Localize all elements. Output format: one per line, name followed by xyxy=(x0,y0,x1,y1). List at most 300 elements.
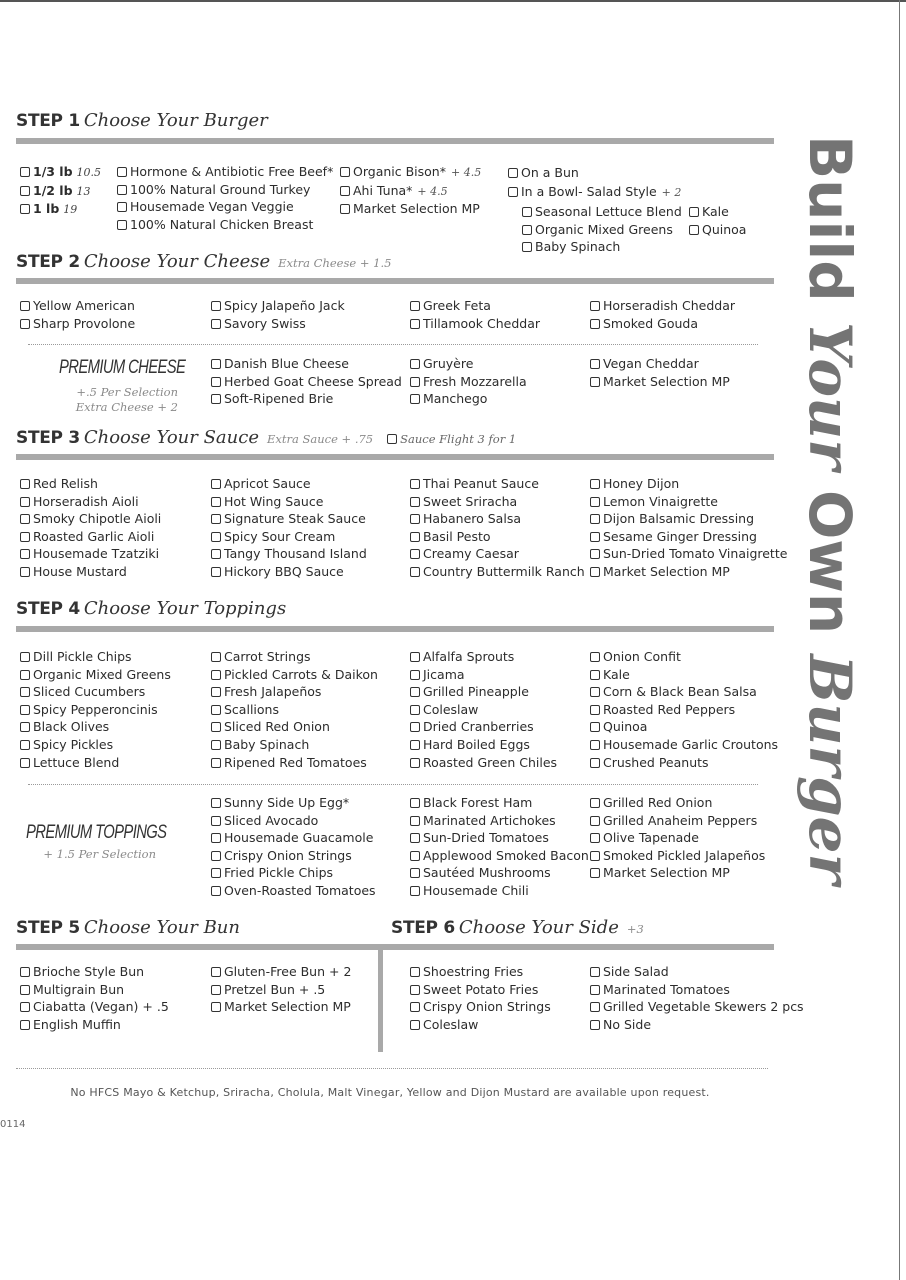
menu-option[interactable] xyxy=(211,812,376,830)
checkbox-icon[interactable] xyxy=(211,886,221,896)
menu-option[interactable] xyxy=(590,1016,804,1034)
menu-option[interactable] xyxy=(522,203,682,221)
premium-cheese-col-1 xyxy=(211,355,402,408)
menu-option[interactable] xyxy=(211,981,351,999)
checkbox-icon[interactable] xyxy=(590,359,600,369)
option-label: Sharp Provolone xyxy=(33,315,136,331)
option-label: 1/3 lb xyxy=(33,164,73,179)
checkbox-icon[interactable] xyxy=(117,167,127,177)
checkbox-icon[interactable] xyxy=(117,185,127,195)
checkbox-icon[interactable] xyxy=(20,1002,30,1012)
checkbox-icon[interactable] xyxy=(20,167,30,177)
checkbox-icon[interactable] xyxy=(410,479,420,489)
checkbox-icon[interactable] xyxy=(410,967,420,977)
option-label: Lemon Vinaigrette xyxy=(603,493,718,509)
menu-option[interactable] xyxy=(689,203,746,221)
menu-option[interactable] xyxy=(211,754,378,772)
menu-option[interactable] xyxy=(410,390,527,408)
menu-option[interactable] xyxy=(410,754,557,772)
checkbox-icon xyxy=(387,434,397,444)
option-label: Fresh Mozzarella xyxy=(423,373,527,389)
menu-option[interactable] xyxy=(410,666,557,684)
checkbox-icon[interactable] xyxy=(410,301,420,311)
option-label: Housemade Garlic Croutons xyxy=(603,736,779,752)
checkbox-icon[interactable] xyxy=(410,514,420,524)
checkbox-icon[interactable] xyxy=(20,705,30,715)
option-label: 1 lb xyxy=(33,201,60,217)
checkbox-icon[interactable] xyxy=(590,705,600,715)
checkbox-icon[interactable] xyxy=(590,549,600,559)
checkbox-icon[interactable] xyxy=(410,319,420,329)
menu-option[interactable] xyxy=(508,182,681,202)
option-label: Sesame Ginger Dressing xyxy=(603,528,757,544)
option-label: Shoestring Fries xyxy=(423,964,524,979)
option-label: Coleslaw xyxy=(423,701,479,717)
menu-option[interactable] xyxy=(211,736,378,754)
checkbox-icon[interactable] xyxy=(590,851,600,861)
option-label: Marinated Tomatoes xyxy=(603,981,730,997)
checkbox-icon[interactable] xyxy=(590,652,600,662)
checkbox-icon[interactable] xyxy=(211,359,221,369)
checkbox-icon[interactable] xyxy=(211,301,221,311)
checkbox-icon[interactable] xyxy=(590,514,600,524)
checkbox-icon[interactable] xyxy=(20,652,30,662)
menu-option[interactable] xyxy=(20,998,169,1016)
menu-option[interactable] xyxy=(590,355,730,373)
menu-option[interactable] xyxy=(590,812,765,830)
menu-option[interactable] xyxy=(20,963,169,981)
checkbox-icon[interactable] xyxy=(590,532,600,542)
menu-option[interactable] xyxy=(410,683,557,701)
cheese-col-3 xyxy=(410,297,540,332)
menu-option[interactable] xyxy=(410,701,557,719)
menu-option[interactable] xyxy=(20,297,135,315)
checkbox-icon[interactable] xyxy=(20,758,30,768)
menu-option[interactable] xyxy=(20,545,161,563)
option-label: Organic Mixed Greens xyxy=(535,221,673,237)
menu-option[interactable] xyxy=(20,754,171,772)
menu-option[interactable] xyxy=(410,355,527,373)
checkbox-icon[interactable] xyxy=(20,514,30,524)
checkbox-icon[interactable] xyxy=(590,967,600,977)
checkbox-icon[interactable] xyxy=(211,868,221,878)
menu-option[interactable] xyxy=(211,545,367,563)
checkbox-icon[interactable] xyxy=(211,1002,221,1012)
checkbox-icon[interactable] xyxy=(590,758,600,768)
menu-option[interactable] xyxy=(211,648,378,666)
checkbox-icon[interactable] xyxy=(590,497,600,507)
menu-option[interactable] xyxy=(20,182,101,201)
checkbox-icon[interactable] xyxy=(211,851,221,861)
checkbox-icon[interactable] xyxy=(590,985,600,995)
menu-option[interactable] xyxy=(20,701,171,719)
menu-option[interactable] xyxy=(20,718,171,736)
checkbox-icon[interactable] xyxy=(590,377,600,387)
checkbox-icon[interactable] xyxy=(211,670,221,680)
checkbox-icon[interactable] xyxy=(410,394,420,404)
menu-option[interactable] xyxy=(410,718,557,736)
step6-bar xyxy=(383,944,774,950)
menu-option[interactable] xyxy=(211,390,402,408)
menu-option[interactable] xyxy=(211,718,378,736)
option-label: Grilled Anaheim Peppers xyxy=(603,812,758,828)
checkbox-icon[interactable] xyxy=(20,204,30,214)
menu-option[interactable] xyxy=(410,981,551,999)
menu-option[interactable] xyxy=(590,315,735,333)
menu-option[interactable] xyxy=(211,701,378,719)
checkbox-icon[interactable] xyxy=(590,833,600,843)
checkbox-icon[interactable] xyxy=(211,514,221,524)
build-your-own-burger-title xyxy=(795,135,865,1005)
checkbox-icon[interactable] xyxy=(211,740,221,750)
step3-number: STEP 3 xyxy=(16,428,80,448)
checkbox-icon[interactable] xyxy=(20,967,30,977)
menu-option[interactable] xyxy=(410,297,540,315)
checkbox-icon[interactable] xyxy=(689,225,699,235)
checkbox-icon[interactable] xyxy=(590,687,600,697)
menu-option[interactable] xyxy=(211,528,367,546)
menu-option[interactable] xyxy=(117,216,333,234)
checkbox-icon[interactable] xyxy=(590,722,600,732)
menu-option[interactable] xyxy=(117,181,333,199)
menu-option[interactable] xyxy=(590,718,778,736)
menu-option[interactable] xyxy=(590,545,787,563)
menu-option[interactable] xyxy=(117,198,333,216)
checkbox-icon[interactable] xyxy=(117,202,127,212)
menu-option[interactable] xyxy=(410,998,551,1016)
menu-option[interactable] xyxy=(211,493,367,511)
menu-option[interactable] xyxy=(211,864,376,882)
checkbox-icon[interactable] xyxy=(211,967,221,977)
checkbox-icon[interactable] xyxy=(410,532,420,542)
checkbox-icon[interactable] xyxy=(410,377,420,387)
checkbox-icon[interactable] xyxy=(410,851,420,861)
checkbox-icon[interactable] xyxy=(410,1020,420,1030)
checkbox-icon[interactable] xyxy=(410,722,420,732)
menu-option[interactable] xyxy=(20,563,161,581)
menu-option[interactable] xyxy=(410,829,589,847)
menu-option[interactable] xyxy=(410,963,551,981)
checkbox-icon[interactable] xyxy=(211,798,221,808)
option-label: Tillamook Cheddar xyxy=(423,315,541,331)
menu-option[interactable] xyxy=(590,373,730,391)
checkbox-icon[interactable] xyxy=(508,187,518,197)
menu-option[interactable] xyxy=(522,221,682,239)
menu-option[interactable] xyxy=(410,475,585,493)
checkbox-icon[interactable] xyxy=(522,225,532,235)
menu-option[interactable] xyxy=(590,475,787,493)
menu-option[interactable] xyxy=(590,683,778,701)
menu-option[interactable] xyxy=(211,794,376,812)
checkbox-icon[interactable] xyxy=(20,740,30,750)
checkbox-icon[interactable] xyxy=(508,168,518,178)
checkbox-icon[interactable] xyxy=(410,705,420,715)
menu-option[interactable] xyxy=(20,666,171,684)
menu-option[interactable] xyxy=(590,528,787,546)
menu-option[interactable] xyxy=(410,648,557,666)
option-label: Savory Swiss xyxy=(224,315,306,331)
menu-option[interactable] xyxy=(211,510,367,528)
checkbox-icon[interactable] xyxy=(340,167,350,177)
checkbox-icon[interactable] xyxy=(340,186,350,196)
menu-option[interactable] xyxy=(20,510,161,528)
option-label: Spicy Pickles xyxy=(33,736,114,752)
checkbox-icon[interactable] xyxy=(590,301,600,311)
option-label: Thai Peanut Sauce xyxy=(423,476,539,491)
checkbox-icon[interactable] xyxy=(20,301,30,311)
menu-option[interactable] xyxy=(522,238,682,256)
menu-option[interactable] xyxy=(590,648,778,666)
sauce-col-2 xyxy=(211,475,367,581)
side-title-your: Your xyxy=(796,321,864,470)
checkbox-icon[interactable] xyxy=(211,816,221,826)
checkbox-icon[interactable] xyxy=(211,567,221,577)
menu-option[interactable] xyxy=(410,510,585,528)
menu-option[interactable] xyxy=(410,1016,551,1034)
menu-option[interactable] xyxy=(20,981,169,999)
option-label: Pretzel Bun + .5 xyxy=(224,981,326,997)
option-label: Baby Spinach xyxy=(535,239,621,255)
checkbox-icon[interactable] xyxy=(211,377,221,387)
checkbox-icon[interactable] xyxy=(410,359,420,369)
premium-toppings-title: PREMIUM TOPPINGS xyxy=(26,822,167,843)
checkbox-icon[interactable] xyxy=(410,567,420,577)
checkbox-icon[interactable] xyxy=(20,567,30,577)
menu-option[interactable] xyxy=(410,812,589,830)
top-edge-line xyxy=(0,0,906,2)
menu-option[interactable] xyxy=(211,475,367,493)
menu-option[interactable] xyxy=(410,373,527,391)
option-label: Gluten-Free Bun + 2 xyxy=(224,964,352,979)
menu-option[interactable] xyxy=(20,683,171,701)
option-label: Crispy Onion Strings xyxy=(423,999,551,1015)
menu-option[interactable] xyxy=(20,493,161,511)
checkbox-icon[interactable] xyxy=(590,567,600,577)
checkbox-icon[interactable] xyxy=(590,868,600,878)
menu-option[interactable] xyxy=(211,563,367,581)
checkbox-icon[interactable] xyxy=(410,740,420,750)
menu-option[interactable] xyxy=(20,528,161,546)
option-label: Hard Boiled Eggs xyxy=(423,736,530,752)
menu-option[interactable] xyxy=(340,163,481,182)
checkbox-icon[interactable] xyxy=(590,816,600,826)
menu-option[interactable] xyxy=(410,493,585,511)
step2-bar xyxy=(16,278,774,284)
option-label: Seasonal Lettuce Blend xyxy=(535,204,682,219)
menu-option[interactable] xyxy=(20,1016,169,1034)
menu-option[interactable] xyxy=(117,163,333,181)
sauce-col-1 xyxy=(20,475,161,581)
menu-option[interactable] xyxy=(20,200,101,219)
checkbox-icon[interactable] xyxy=(522,242,532,252)
checkbox-icon[interactable] xyxy=(20,479,30,489)
menu-option[interactable] xyxy=(410,545,585,563)
option-label: Sliced Red Onion xyxy=(224,719,330,735)
premium-cheese-col-2 xyxy=(410,355,527,408)
checkbox-icon[interactable] xyxy=(20,532,30,542)
checkbox-icon[interactable] xyxy=(410,886,420,896)
sauce-flight-option[interactable] xyxy=(387,432,516,446)
checkbox-icon[interactable] xyxy=(211,758,221,768)
option-label: Marinated Artichokes xyxy=(423,812,556,828)
checkbox-icon[interactable] xyxy=(410,985,420,995)
checkbox-icon[interactable] xyxy=(410,549,420,559)
checkbox-icon[interactable] xyxy=(590,798,600,808)
option-label: Habanero Salsa xyxy=(423,511,521,527)
menu-option[interactable] xyxy=(211,373,402,391)
checkbox-icon[interactable] xyxy=(20,722,30,732)
checkbox-icon[interactable] xyxy=(410,1002,420,1012)
checkbox-icon[interactable] xyxy=(211,652,221,662)
menu-option[interactable] xyxy=(410,736,557,754)
menu-option[interactable] xyxy=(590,963,804,981)
step1-header xyxy=(16,110,268,131)
menu-option[interactable] xyxy=(211,829,376,847)
menu-option[interactable] xyxy=(410,864,589,882)
option-label: Organic Bison* xyxy=(353,164,446,179)
option-label: Sliced Cucumbers xyxy=(33,684,146,700)
step5-step6-separator xyxy=(378,944,383,1052)
menu-option[interactable] xyxy=(590,701,778,719)
option-label: Housemade Vegan Veggie xyxy=(130,199,294,215)
option-label: Quinoa xyxy=(603,719,648,735)
menu-option[interactable] xyxy=(590,666,778,684)
menu-option[interactable] xyxy=(590,297,735,315)
checkbox-icon[interactable] xyxy=(211,549,221,559)
menu-option[interactable] xyxy=(410,847,589,865)
checkbox-icon[interactable] xyxy=(410,868,420,878)
option-label: Signature Steak Sauce xyxy=(224,511,366,527)
menu-option[interactable] xyxy=(20,648,171,666)
option-label: Smoked Gouda xyxy=(603,315,699,331)
option-label: Vegan Cheddar xyxy=(603,356,699,371)
option-label: Smoky Chipotle Aioli xyxy=(33,511,162,527)
checkbox-icon[interactable] xyxy=(20,497,30,507)
menu-option[interactable] xyxy=(689,221,746,239)
option-label: Red Relish xyxy=(33,476,98,491)
menu-option[interactable] xyxy=(20,315,135,333)
menu-option[interactable] xyxy=(590,981,804,999)
menu-option[interactable] xyxy=(211,847,376,865)
menu-option[interactable] xyxy=(590,847,765,865)
premium-topping-col-1 xyxy=(211,794,376,900)
checkbox-icon[interactable] xyxy=(689,207,699,217)
checkbox-icon[interactable] xyxy=(211,497,221,507)
option-label: Lettuce Blend xyxy=(33,754,120,770)
menu-option[interactable] xyxy=(211,297,345,315)
step5-title: Choose Your Bun xyxy=(83,917,240,938)
checkbox-icon[interactable] xyxy=(590,1002,600,1012)
step2-note: Extra Cheese + 1.5 xyxy=(278,256,392,270)
menu-option[interactable] xyxy=(211,963,351,981)
menu-option[interactable] xyxy=(590,493,787,511)
option-label: On a Bun xyxy=(521,165,579,180)
checkbox-icon[interactable] xyxy=(20,687,30,697)
menu-option[interactable] xyxy=(410,882,589,900)
menu-option[interactable] xyxy=(211,315,345,333)
menu-option[interactable] xyxy=(410,315,540,333)
checkbox-icon[interactable] xyxy=(410,816,420,826)
checkbox-icon[interactable] xyxy=(211,687,221,697)
salad-base-list-b xyxy=(689,203,746,238)
option-label: Black Olives xyxy=(33,719,110,735)
menu-option[interactable] xyxy=(211,355,402,373)
checkbox-icon[interactable] xyxy=(20,985,30,995)
menu-option[interactable] xyxy=(590,736,778,754)
checkbox-icon[interactable] xyxy=(590,479,600,489)
burger-size-list xyxy=(20,163,101,219)
option-label: Market Selection MP xyxy=(603,373,730,389)
topping-col-3 xyxy=(410,648,557,771)
checkbox-icon[interactable] xyxy=(211,705,221,715)
menu-option[interactable] xyxy=(590,829,765,847)
menu-option[interactable] xyxy=(590,864,765,882)
option-label: Apricot Sauce xyxy=(224,476,311,491)
checkbox-icon[interactable] xyxy=(410,758,420,768)
menu-option[interactable] xyxy=(410,563,585,581)
checkbox-icon[interactable] xyxy=(410,798,420,808)
menu-option[interactable] xyxy=(590,794,765,812)
menu-option[interactable] xyxy=(410,528,585,546)
menu-option[interactable] xyxy=(211,882,376,900)
checkbox-icon[interactable] xyxy=(410,833,420,843)
option-label: Jicama xyxy=(423,666,465,682)
menu-option[interactable] xyxy=(20,475,161,493)
checkbox-icon[interactable] xyxy=(211,833,221,843)
checkbox-icon[interactable] xyxy=(410,652,420,662)
checkbox-icon[interactable] xyxy=(410,670,420,680)
checkbox-icon[interactable] xyxy=(117,220,127,230)
checkbox-icon[interactable] xyxy=(211,319,221,329)
checkbox-icon[interactable] xyxy=(410,687,420,697)
checkbox-icon[interactable] xyxy=(211,394,221,404)
menu-option[interactable] xyxy=(211,666,378,684)
menu-option[interactable] xyxy=(340,182,481,201)
menu-option[interactable] xyxy=(211,998,351,1016)
step2-title: Choose Your Cheese xyxy=(83,251,271,272)
checkbox-icon[interactable] xyxy=(20,186,30,196)
checkbox-icon[interactable] xyxy=(590,740,600,750)
checkbox-icon[interactable] xyxy=(20,1020,30,1030)
checkbox-icon[interactable] xyxy=(340,204,350,214)
menu-option[interactable] xyxy=(340,200,481,218)
checkbox-icon[interactable] xyxy=(211,479,221,489)
menu-option[interactable] xyxy=(590,510,787,528)
checkbox-icon[interactable] xyxy=(410,497,420,507)
checkbox-icon[interactable] xyxy=(211,985,221,995)
checkbox-icon[interactable] xyxy=(590,1020,600,1030)
checkbox-icon[interactable] xyxy=(211,532,221,542)
menu-option[interactable] xyxy=(508,163,681,182)
step6-header xyxy=(391,917,644,938)
checkbox-icon[interactable] xyxy=(20,319,30,329)
menu-option[interactable] xyxy=(20,163,101,182)
menu-option[interactable] xyxy=(590,563,787,581)
menu-option[interactable] xyxy=(590,754,778,772)
menu-option[interactable] xyxy=(20,736,171,754)
menu-option[interactable] xyxy=(410,794,589,812)
checkbox-icon[interactable] xyxy=(211,722,221,732)
menu-option[interactable] xyxy=(590,998,804,1016)
checkbox-icon[interactable] xyxy=(590,319,600,329)
option-label: Kale xyxy=(702,204,729,219)
checkbox-icon[interactable] xyxy=(522,207,532,217)
option-label: Pickled Carrots & Daikon xyxy=(224,666,378,682)
menu-option[interactable] xyxy=(211,683,378,701)
checkbox-icon[interactable] xyxy=(590,670,600,680)
checkbox-icon[interactable] xyxy=(20,670,30,680)
checkbox-icon[interactable] xyxy=(20,549,30,559)
